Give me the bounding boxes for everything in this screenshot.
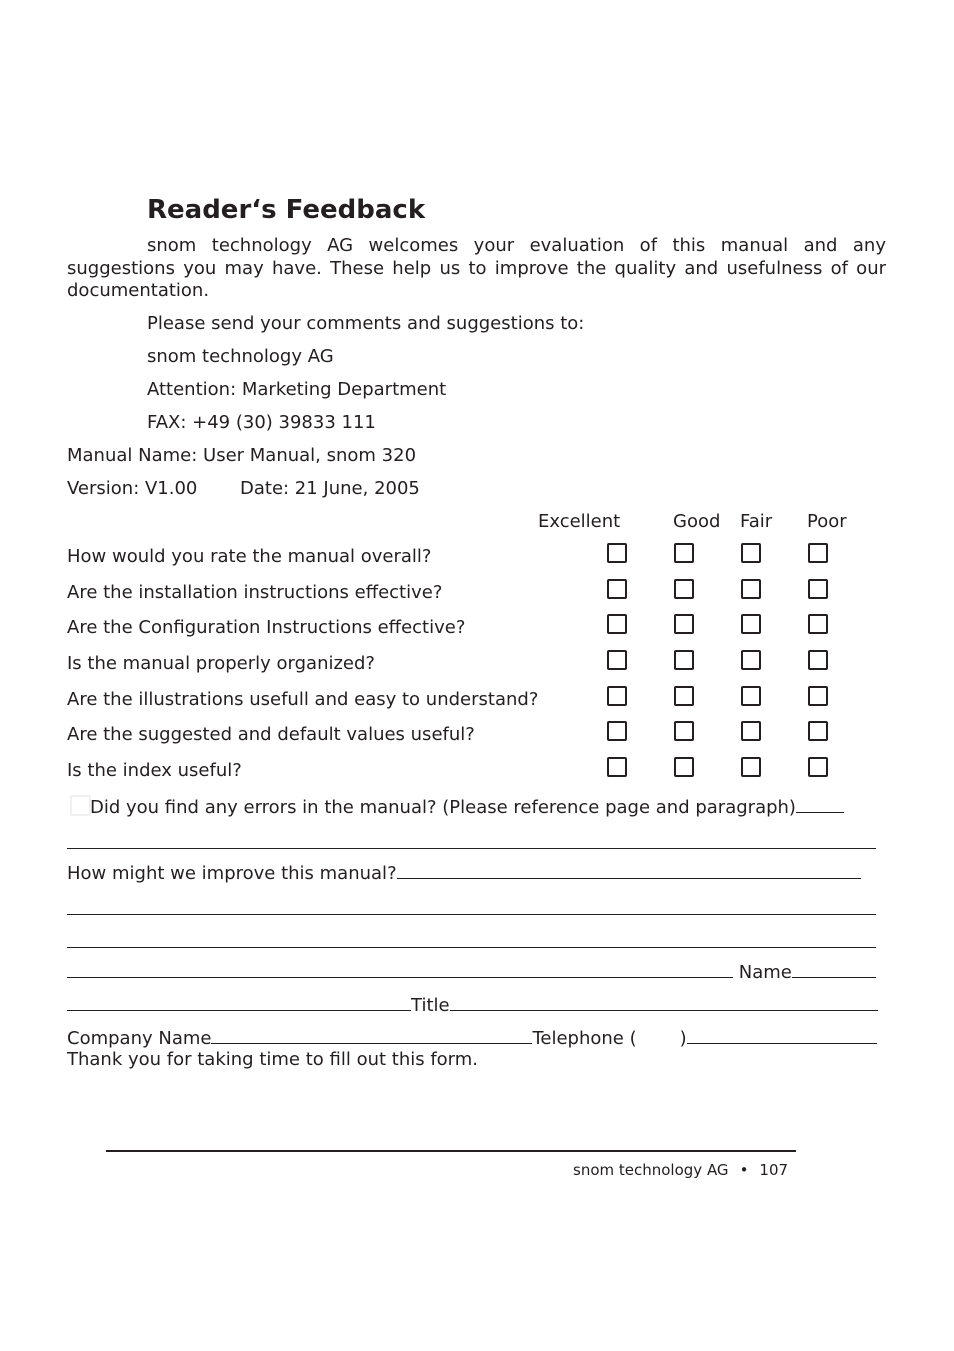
rating-checkbox-poor[interactable]: [808, 614, 828, 634]
errors-question-line: [90, 795, 844, 819]
footer-company: snom technology AG: [573, 1161, 729, 1179]
rating-checkbox-poor[interactable]: [808, 757, 828, 777]
question-label: Are the suggested and default values useful?: [67, 724, 475, 745]
rating-checkbox-good[interactable]: [674, 757, 694, 777]
rating-checkbox-excellent[interactable]: [607, 686, 627, 706]
telephone-area-code-field[interactable]: [637, 1027, 680, 1044]
rating-checkbox-excellent[interactable]: [607, 721, 627, 741]
rating-checkbox-fair[interactable]: [741, 721, 761, 741]
rating-checkbox-excellent[interactable]: [607, 757, 627, 777]
footer-rule: [106, 1150, 796, 1152]
question-label: Is the manual properly organized?: [67, 653, 375, 674]
title-label: Title: [411, 995, 450, 1016]
manual-name: Manual Name: User Manual, snom 320: [67, 445, 417, 466]
question-label: Are the installation instructions effective?: [67, 582, 443, 603]
rating-header-good: Good: [673, 511, 721, 532]
rating-checkbox-excellent[interactable]: [607, 614, 627, 634]
company-name-label: Company Name: [67, 1028, 212, 1049]
rating-checkbox-fair[interactable]: [741, 757, 761, 777]
rating-checkbox-excellent[interactable]: [607, 650, 627, 670]
rating-checkbox-poor[interactable]: [808, 579, 828, 599]
name-field-cont[interactable]: [67, 993, 411, 1011]
send-to-text: Please send your comments and suggestions to:: [147, 313, 585, 334]
improve-answer-line-2[interactable]: [67, 947, 876, 948]
name-line: [67, 960, 876, 984]
rating-checkbox-fair[interactable]: [741, 579, 761, 599]
rating-checkbox-good[interactable]: [674, 614, 694, 634]
page-footer: [573, 1160, 788, 1180]
improve-question-line: [67, 861, 861, 885]
company-address: snom technology AG: [147, 346, 334, 367]
improve-answer-field-3[interactable]: [67, 960, 733, 978]
rating-checkbox-poor[interactable]: [808, 686, 828, 706]
rating-header-poor: Poor: [807, 511, 847, 532]
rating-header-fair: Fair: [740, 511, 773, 532]
question-label: Are the Configuration Instructions effective?: [67, 617, 466, 638]
rating-checkbox-good[interactable]: [674, 650, 694, 670]
rating-checkbox-good[interactable]: [674, 543, 694, 563]
question-label: Is the index useful?: [67, 760, 242, 781]
errors-checkbox[interactable]: [70, 795, 91, 816]
fax-number: FAX: +49 (30) 39833 111: [147, 412, 376, 433]
intro-paragraph: snom technology AG welcomes your evaluation of this manual and any suggestions you may have. These help us to improve the quality and usefulness of our documentation.: [67, 235, 886, 301]
version: Version: V1.00: [67, 478, 198, 499]
page-title: Reader‘s Feedback: [147, 195, 426, 225]
rating-checkbox-good[interactable]: [674, 721, 694, 741]
rating-checkbox-poor[interactable]: [808, 721, 828, 741]
page-number: 107: [759, 1161, 789, 1179]
improve-question: How might we improve this manual?: [67, 863, 397, 884]
question-label: How would you rate the manual overall?: [67, 546, 432, 567]
rating-checkbox-good[interactable]: [674, 579, 694, 599]
telephone-field[interactable]: [687, 1026, 877, 1044]
question-label: Are the illustrations usefull and easy to understand?: [67, 689, 539, 710]
company-telephone-line: [67, 1026, 877, 1050]
errors-answer-field[interactable]: [796, 795, 844, 813]
title-line: [67, 993, 878, 1017]
footer-bullet: •: [739, 1161, 749, 1179]
title-field[interactable]: [450, 993, 878, 1011]
rating-checkbox-poor[interactable]: [808, 543, 828, 563]
rating-checkbox-excellent[interactable]: [607, 543, 627, 563]
rating-checkbox-good[interactable]: [674, 686, 694, 706]
improve-answer-line-1[interactable]: [67, 914, 876, 915]
company-name-field[interactable]: [211, 1026, 532, 1044]
errors-question: Did you find any errors in the manual? (Please reference page and paragraph): [90, 797, 796, 818]
telephone-label: Telephone (: [532, 1028, 637, 1049]
attention-line: Attention: Marketing Department: [147, 379, 447, 400]
errors-answer-line[interactable]: [67, 848, 876, 849]
name-label: Name: [738, 962, 792, 983]
name-field[interactable]: [792, 960, 876, 978]
rating-checkbox-excellent[interactable]: [607, 579, 627, 599]
improve-answer-field[interactable]: [397, 861, 861, 879]
rating-checkbox-fair[interactable]: [741, 543, 761, 563]
date: Date: 21 June, 2005: [240, 478, 420, 499]
thanks-text: Thank you for taking time to fill out this form.: [67, 1049, 479, 1070]
rating-checkbox-fair[interactable]: [741, 650, 761, 670]
telephone-close-paren: ): [679, 1028, 687, 1049]
rating-checkbox-poor[interactable]: [808, 650, 828, 670]
rating-checkbox-fair[interactable]: [741, 614, 761, 634]
rating-header-excellent: Excellent: [538, 511, 621, 532]
rating-checkbox-fair[interactable]: [741, 686, 761, 706]
